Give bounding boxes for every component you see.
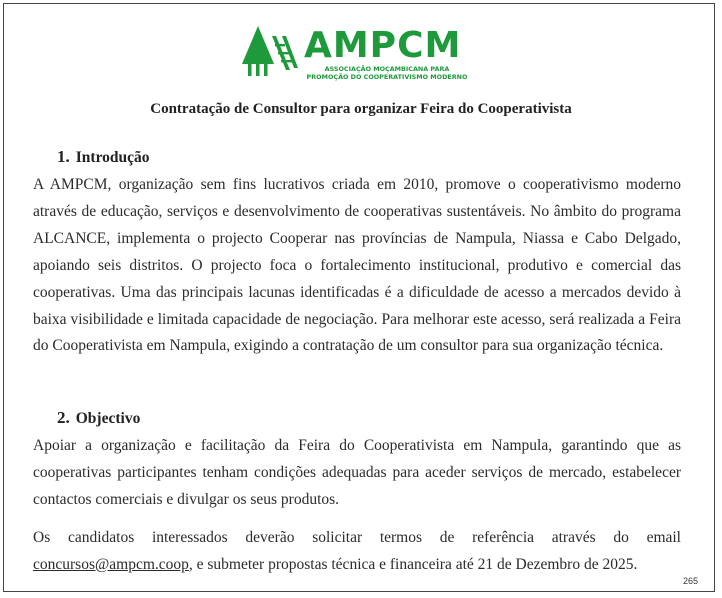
section-number: 1. [57,147,70,166]
section-body-objectivo: Apoiar a organização e facilitação da Feira do Cooperativista em Nampula, garantindo que as cooperativas participantes tenham condições adequadas para aceder serviços de mercado, estabelecer contactos comerciais e divulgar os seus produtos. [33,437,681,508]
page-number: 265 [683,576,699,586]
closing-text-before: Os candidatos interessados deverão solicitar termos de referência através do email [33,529,681,546]
section-heading-introducao [57,147,150,167]
section-body-introducao: A AMPCM, organização sem fins lucrativos criada em 2010, promove o cooperativismo moderno através de educação, serviços e desenvolvimento de cooperativas sustentáveis. No âmbito do programa ALCANCE, implementa o projecto Cooperar nas províncias de Nampula, Niassa e Cabo Delgado, apoiando seis distritos. O projecto foca o fortalecimento institucional, produtivo e comercial das cooperativas. Uma das principais lacunas identificadas é a dificuldade de acesso a mercados devido à baixa visibilidade e limitada capacidade de negociação. Para melhorar este acesso, será realizada a Feira do Cooperativista em Nampula, exigindo a contratação de um consultor para sua organização técnica. [33,176,681,355]
closing-text-after: , e submeter propostas técnica e financeira até 21 de Dezembro de 2025. [188,556,638,573]
closing-paragraph-line2 [33,552,681,579]
logo-wordmark: AMPCM [304,25,462,66]
section-title: Introdução [75,149,150,166]
section-heading-objectivo [57,408,140,428]
email-link[interactable]: concursos@ampcm.coop [33,556,189,573]
tree-logo-icon [242,24,298,80]
section-title: Objectivo [75,410,141,427]
closing-paragraph [33,525,681,552]
section-number: 2. [57,408,70,427]
document-title: Contratação de Consultor para organizar Feira do Cooperativista [150,101,572,117]
logo-tagline: ASSOCIAÇÃO MOÇAMBICANA PARA PROMOÇÃO DO COOPERATIVISMO MODERNO [306,65,468,81]
ampcm-logo [242,24,474,82]
